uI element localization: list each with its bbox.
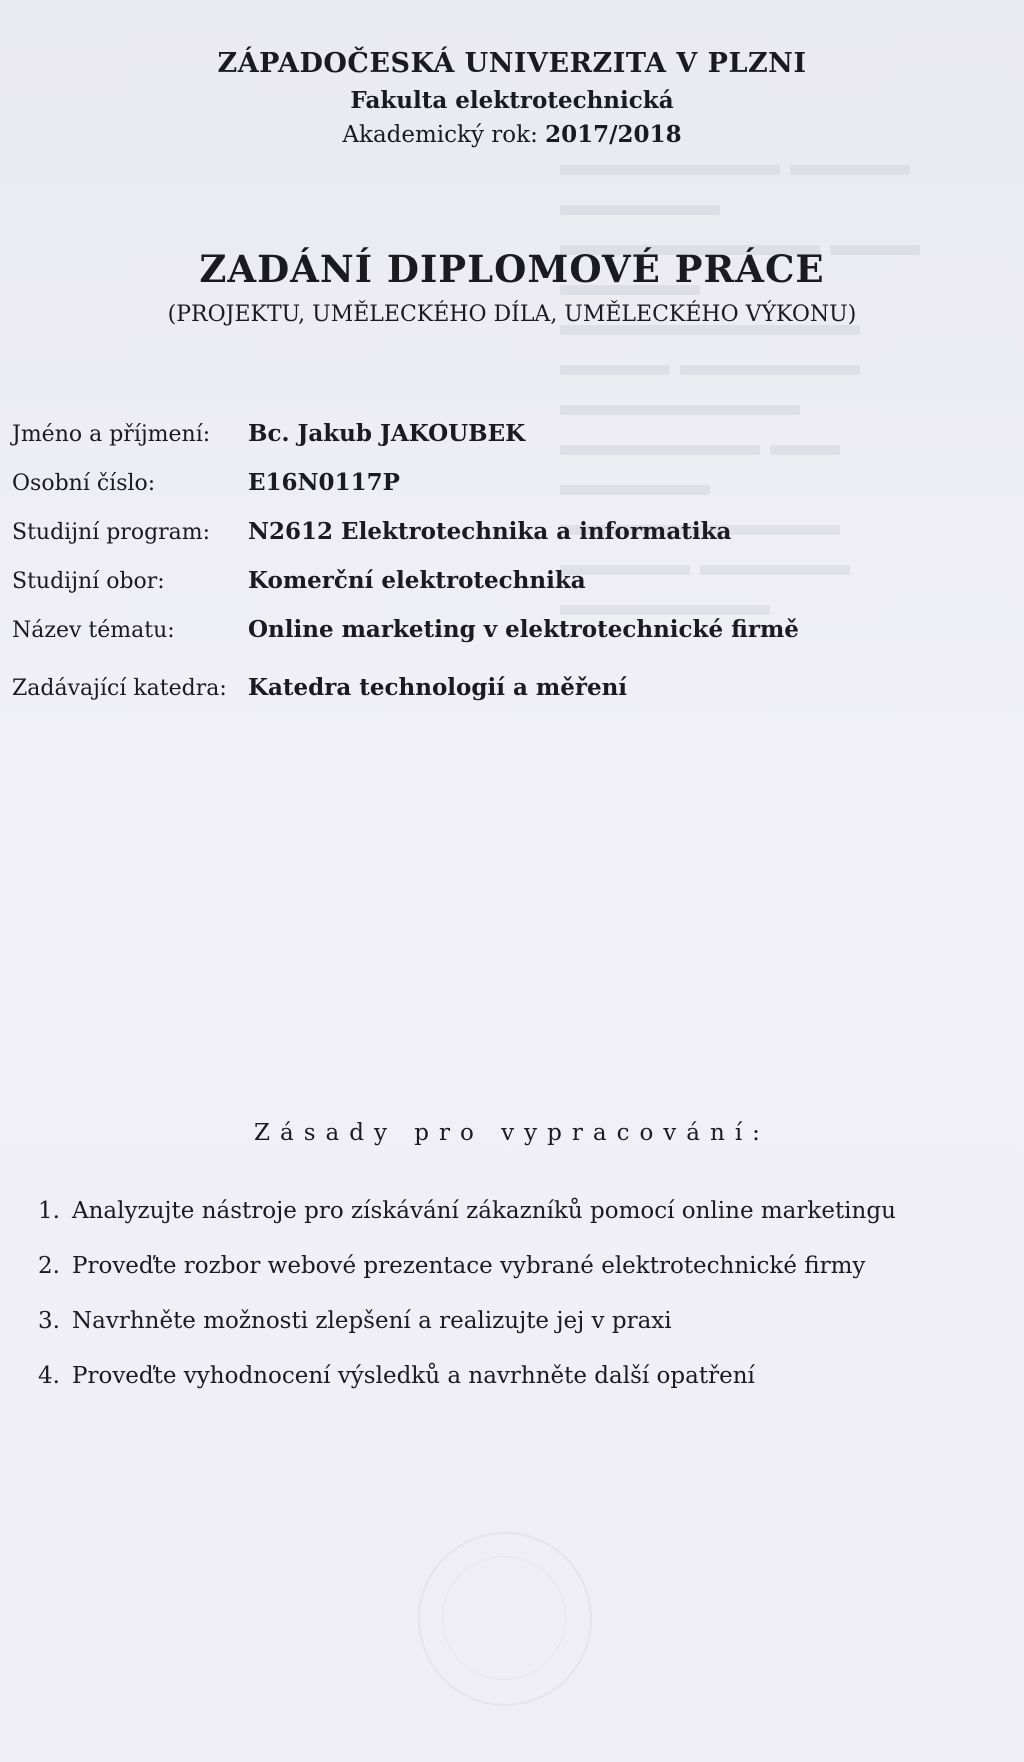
field-value: E16N0117P (248, 469, 400, 496)
list-item-number: 3. (38, 1308, 60, 1334)
field-label: Studijní obor: (12, 569, 165, 594)
field-label: Zadávající katedra: (12, 676, 227, 701)
field-label: Osobní číslo: (12, 471, 156, 496)
list-item-text: Proveďte rozbor webové prezentace vybrané elektrotechnické firmy (72, 1253, 866, 1279)
field-value: N2612 Elektrotechnika a informatika (248, 518, 732, 545)
list-item-text: Proveďte vyhodnocení výsledků a navrhněte další opatření (72, 1363, 755, 1389)
field-topic (12, 616, 1002, 665)
list-item-number: 4. (38, 1363, 60, 1389)
guidelines-list (38, 1198, 998, 1418)
field-label: Název tématu: (12, 618, 175, 643)
academic-year-value: 2017/2018 (545, 121, 682, 148)
title-block (0, 244, 1024, 330)
field-value: Online marketing v elektrotechnické firmě (248, 616, 799, 643)
academic-year-label: Akademický rok: (342, 122, 538, 148)
field-value: Bc. Jakub JAKOUBEK (248, 420, 526, 447)
field-value: Katedra technologií a měření (248, 674, 628, 701)
document-header (0, 44, 1024, 152)
academic-year (0, 118, 1024, 152)
list-item-text: Analyzujte nástroje pro získávání zákazníků pomocí online marketingu (72, 1198, 896, 1224)
faculty-name: Fakulta elektrotechnická (350, 87, 674, 114)
field-personal-number (12, 469, 1002, 518)
list-item (38, 1308, 998, 1363)
list-item (38, 1253, 998, 1308)
list-item-number: 1. (38, 1198, 60, 1224)
list-item-number: 2. (38, 1253, 60, 1279)
field-study-field (12, 567, 1002, 616)
field-name (12, 420, 1002, 469)
document-subtitle: (PROJEKTU, UMĚLECKÉHO DÍLA, UMĚLECKÉHO VÝKONU) (167, 302, 857, 327)
field-label: Studijní program: (12, 520, 211, 545)
document-title: ZADÁNÍ DIPLOMOVÉ PRÁCE (199, 247, 825, 291)
list-item-text: Navrhněte možnosti zlepšení a realizujte jej v praxi (72, 1308, 672, 1334)
field-study-program (12, 518, 1002, 567)
list-item (38, 1363, 998, 1418)
field-department (12, 674, 1002, 723)
student-info (12, 420, 1002, 723)
university-name: ZÁPADOČESKÁ UNIVERZITA V PLZNI (217, 48, 807, 79)
list-item (38, 1198, 998, 1253)
field-label: Jméno a příjmení: (12, 422, 211, 447)
guidelines-heading: Zásady pro vypracování: (254, 1120, 770, 1146)
faint-seal-impression (418, 1532, 592, 1706)
field-value: Komerční elektrotechnika (248, 567, 586, 594)
